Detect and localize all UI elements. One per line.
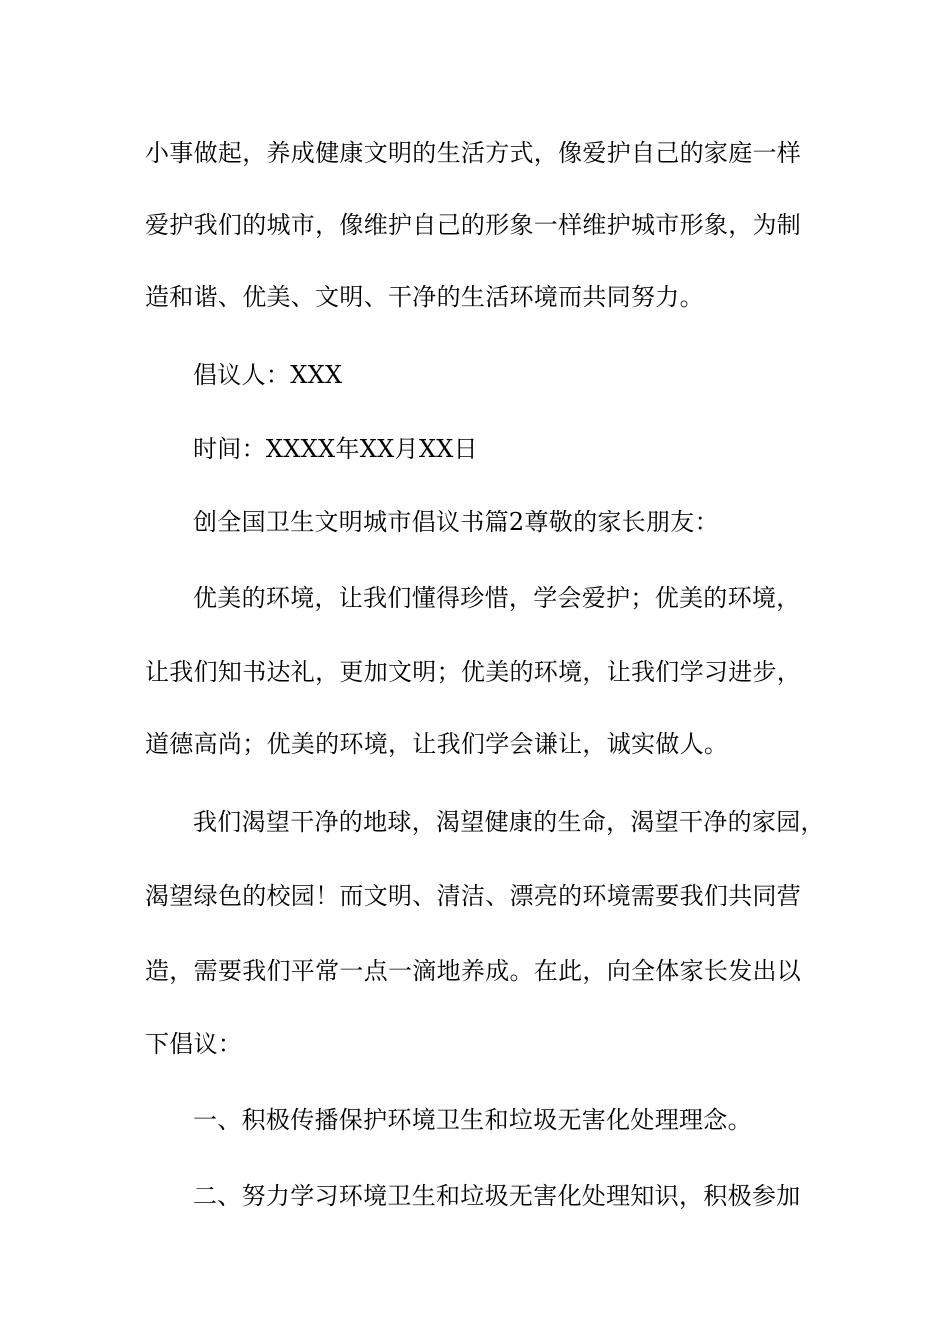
text-line: 爱护我们的城市，像维护自己的形象一样维护城市形象，为制 [145,211,802,239]
text-line: 让我们知书达礼，更加文明；优美的环境，让我们学习进步， [145,658,802,686]
list-item-line: 二、努力学习环境卫生和垃圾无害化处理知识，积极参加 [193,1182,801,1210]
text-line: 渴望绿色的校园！而文明、清洁、漂亮的环境需要我们共同营 [145,882,802,910]
text-line: 造，需要我们平常一点一滴地养成。在此，向全体家长发出以 [145,957,802,985]
text-line: 优美的环境，让我们懂得珍惜，学会爱护；优美的环境， [193,584,801,612]
section-heading-line: 创全国卫生文明城市倡议书篇2尊敬的家长朋友： [193,508,719,536]
list-item-line: 一、积极传播保护环境卫生和垃圾无害化处理理念。 [193,1106,752,1134]
text-line: 道德高尚；优美的环境，让我们学会谦让，诚实做人。 [145,730,729,758]
signatory-line: 倡议人：XXX [193,361,343,389]
text-line: 下倡议： [145,1030,243,1058]
text-line: 小事做起，养成健康文明的生活方式，像爱护自己的家庭一样 [145,139,802,167]
text-line: 我们渴望干净的地球，渴望健康的生命，渴望干净的家园， [193,808,825,836]
text-line: 造和谐、优美、文明、干净的生活环境而共同努力。 [145,283,704,311]
date-line: 时间：XXXX年XX月XX日 [193,435,478,463]
